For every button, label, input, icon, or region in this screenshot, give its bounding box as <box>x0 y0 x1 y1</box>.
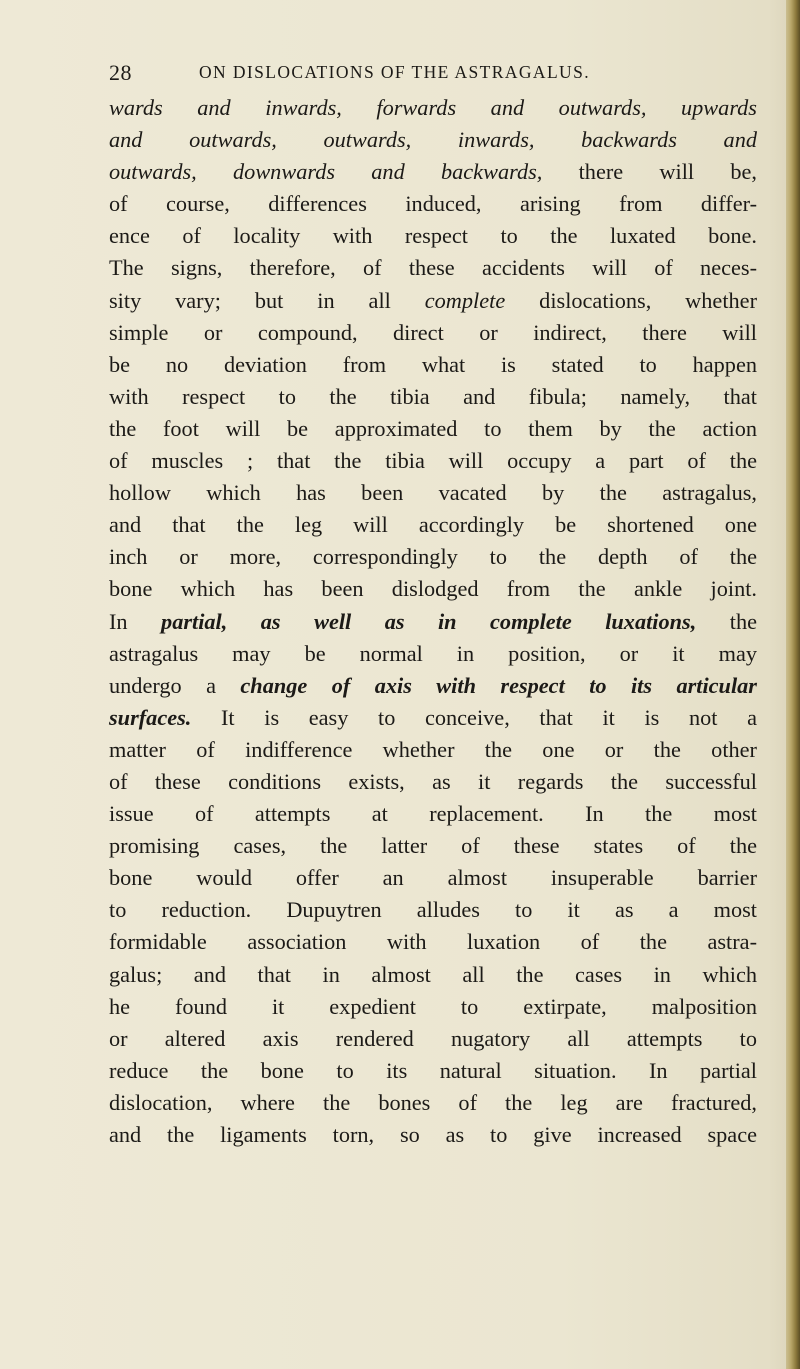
text-segment: The signs, therefore, of these accidents will of neces- <box>109 255 757 281</box>
running-head <box>109 60 749 90</box>
text-segment: be no deviation from what is stated to happen <box>109 351 757 377</box>
text-segment: of these conditions exists, as it regards the successful <box>109 768 757 794</box>
text-line <box>109 734 757 766</box>
emphasized-text: and outwards, outwards, inwards, backwards and <box>109 127 757 153</box>
running-title: ON DISLOCATIONS OF THE ASTRAGALUS. <box>199 62 590 82</box>
text-segment: ence of locality with respect to the luxated bone. <box>109 223 757 249</box>
emphasized-text: wards and inwards, forwards and outwards, upwards <box>109 95 757 120</box>
text-segment: or altered axis rendered nugatory all attempts to <box>109 1025 757 1051</box>
text-segment: to reduction. Dupuytren alludes to it as a most <box>109 897 757 923</box>
text-segment: inch or more, correspondingly to the depth of the <box>109 544 757 570</box>
text-line <box>109 188 757 220</box>
text-line <box>109 317 757 349</box>
emphasized-text: complete <box>424 287 506 313</box>
text-line <box>109 124 757 156</box>
text-segment: of course, differences induced, arising from differ- <box>109 191 757 217</box>
text-line <box>109 766 757 798</box>
text-line <box>109 1087 757 1119</box>
text-line <box>109 92 757 124</box>
text-line <box>109 830 757 862</box>
text-line <box>109 1055 757 1087</box>
text-line <box>109 156 757 188</box>
text-segment: matter of indifference whether the one or the other <box>109 736 757 762</box>
text-segment: dislocation, where the bones of the leg are fractured, <box>109 1089 757 1115</box>
text-line <box>109 670 757 702</box>
text-segment: astragalus may be normal in position, or it may <box>109 640 757 666</box>
text-segment: dislocations, whether <box>505 287 757 313</box>
text-line <box>109 413 757 445</box>
text-line <box>109 381 757 413</box>
page-binding-edge <box>786 0 800 1369</box>
text-line <box>109 702 757 734</box>
body-text <box>109 92 757 1151</box>
text-segment: bone would offer an almost insuperable barrier <box>109 865 757 891</box>
text-segment: simple or compound, direct or indirect, there will <box>109 319 757 345</box>
emphasized-text: outwards, downwards and backwards, <box>109 159 543 185</box>
text-segment: sity vary; but in all <box>109 287 425 313</box>
text-line <box>109 991 757 1023</box>
emphasized-text: surfaces. <box>109 704 192 730</box>
text-segment: and the ligaments torn, so as to give increased space <box>109 1122 757 1147</box>
text-segment: galus; and that in almost all the cases in which <box>109 961 757 987</box>
text-segment: It is easy to conceive, that it is not a <box>191 704 757 730</box>
page-number: 28 <box>109 60 132 85</box>
text-segment: issue of attempts at replacement. In the most <box>109 801 757 827</box>
text-line <box>109 862 757 894</box>
text-line <box>109 606 757 638</box>
text-line <box>109 349 757 381</box>
text-line <box>109 285 757 317</box>
text-segment: with respect to the tibia and fibula; namely, that <box>109 383 757 409</box>
text-line <box>109 573 757 605</box>
text-line <box>109 959 757 991</box>
text-line <box>109 477 757 509</box>
text-line <box>109 445 757 477</box>
emphasized-text: change of axis with respect to its articular <box>240 672 757 698</box>
text-line <box>109 638 757 670</box>
text-segment: the foot will be approximated to them by the action <box>109 415 757 441</box>
text-segment: In <box>109 608 162 634</box>
text-line <box>109 252 757 284</box>
text-segment: hollow which has been vacated by the astragalus, <box>109 480 757 506</box>
text-line <box>109 541 757 573</box>
text-line <box>109 798 757 830</box>
text-segment: the <box>696 608 757 634</box>
text-line <box>109 509 757 541</box>
text-segment: there will be, <box>542 159 757 185</box>
text-line <box>109 220 757 252</box>
text-segment: undergo a <box>109 672 241 698</box>
text-segment: of muscles ; that the tibia will occupy a part of the <box>109 448 757 474</box>
text-line <box>109 926 757 958</box>
text-segment: promising cases, the latter of these states of the <box>109 833 757 859</box>
text-segment: he found it expedient to extirpate, malposition <box>109 993 757 1019</box>
emphasized-text: partial, as well as in complete luxations, <box>161 608 697 634</box>
text-segment: reduce the bone to its natural situation. In partial <box>109 1057 757 1083</box>
text-segment: and that the leg will accordingly be shortened one <box>109 512 757 538</box>
text-line <box>109 894 757 926</box>
text-segment: formidable association with luxation of the astra- <box>109 929 757 955</box>
text-segment: bone which has been dislodged from the ankle joint. <box>109 576 757 602</box>
text-line <box>109 1119 757 1151</box>
text-line <box>109 1023 757 1055</box>
